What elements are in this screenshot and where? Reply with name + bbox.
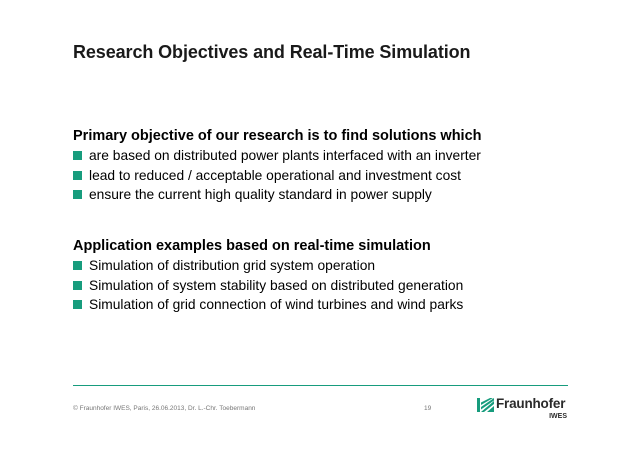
applications-list (73, 256, 463, 315)
objectives-heading: Primary objective of our research is to find solutions which (73, 128, 482, 144)
list-item (73, 256, 463, 276)
logo-subtitle: IWES (549, 413, 567, 420)
slide-title: Research Objectives and Real-Time Simulation (73, 42, 471, 62)
bullet-square-icon (73, 190, 82, 199)
bullet-square-icon (73, 151, 82, 160)
list-item (73, 185, 482, 205)
bullet-text: are based on distributed power plants interfaced with an inverter (89, 148, 481, 163)
list-item (73, 166, 482, 186)
page-number: 19 (424, 405, 432, 412)
footer-credit: © Fraunhofer IWES, Paris, 26.06.2013, Dr. L.-Chr. Toebermann (73, 405, 256, 412)
bullet-text: Simulation of grid connection of wind turbines and wind parks (89, 297, 464, 312)
footer-divider (73, 385, 568, 386)
objectives-section (73, 126, 482, 205)
bullet-text: lead to reduced / acceptable operational and investment cost (89, 167, 461, 183)
list-item (73, 146, 482, 166)
bullet-text: Simulation of distribution grid system operation (89, 258, 376, 273)
applications-heading: Application examples based on real-time simulation (73, 238, 431, 254)
applications-section (73, 236, 463, 315)
list-item (73, 276, 463, 296)
logo-name: Fraunhofer (496, 396, 566, 411)
objectives-list (73, 146, 482, 205)
bullet-text: ensure the current high quality standard in power supply (89, 187, 432, 202)
bullet-square-icon (73, 261, 82, 270)
fraunhofer-logo-icon (477, 398, 494, 412)
bullet-square-icon (73, 281, 82, 290)
bullet-square-icon (73, 300, 82, 309)
list-item (73, 295, 463, 315)
fraunhofer-logo (477, 396, 569, 426)
bullet-square-icon (73, 171, 82, 180)
bullet-text: Simulation of system stability based on distributed generation (89, 277, 464, 293)
